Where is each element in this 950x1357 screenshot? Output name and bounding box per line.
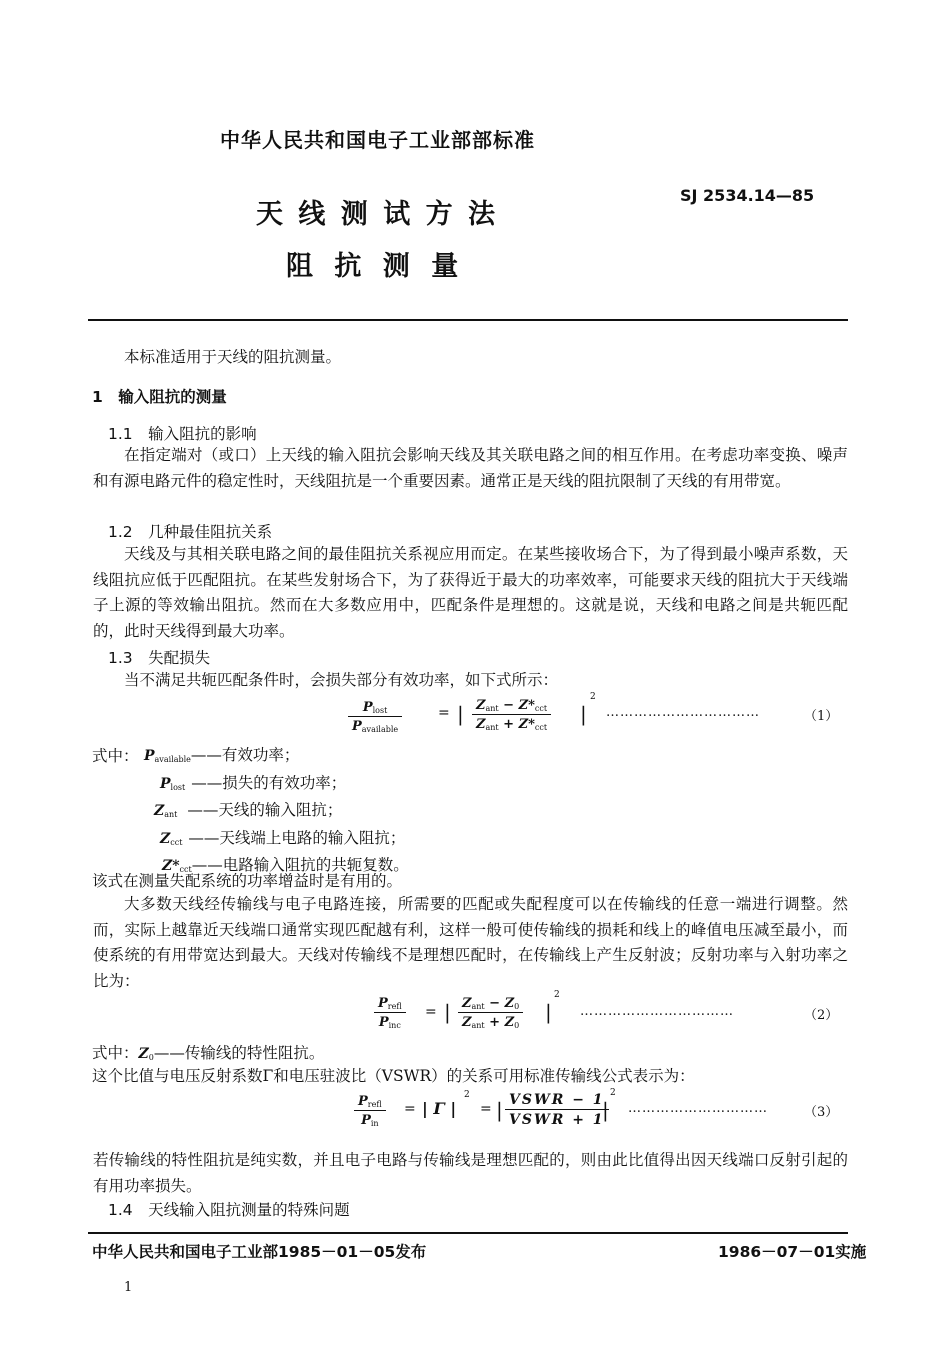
eq2-lhs-den-sub: inc [388, 1021, 401, 1030]
def-description: ——损失的有效功率； [191, 773, 347, 792]
eq2-rhs-num-sub2: 0 [514, 1002, 520, 1011]
eq1-equals: = [438, 705, 450, 721]
eq2-lhs-den: P [378, 1015, 389, 1030]
def-description: ——天线端上电路的输入阻抗； [188, 828, 406, 847]
where2-label: 式中： [92, 1044, 139, 1062]
def-subscript: lost [170, 782, 186, 792]
eq1-rhs-num: Z [476, 698, 486, 713]
def-subscript: cct [179, 865, 192, 874]
eq2-abs-left: | [444, 1000, 451, 1024]
after-definitions-text: 该式在测量失配系统的功率增益时是有用的。 [92, 872, 403, 890]
issuer-title: 中华人民共和国电子工业部部标准 [220, 128, 535, 152]
where2-symbol: Z [138, 1046, 149, 1062]
eq1-number: （1） [804, 709, 839, 724]
eq2-rhs-den-sub2: 0 [514, 1021, 520, 1030]
eq1-lhs-den-sub: available [361, 725, 399, 734]
eq3-equals-2: = [480, 1101, 492, 1117]
eq3-rhs-den: VSWR + 1 [509, 1112, 605, 1128]
eq3-lhs-fraction [354, 1094, 386, 1128]
document-title-line2: 阻 抗 测 量 [286, 251, 465, 282]
eq1-rhs-num-mid: − Z* [498, 698, 535, 713]
eq2-lhs-fraction [374, 996, 406, 1030]
section-1-heading: 1 输入阻抗的测量 [92, 388, 227, 406]
where2-subscript: 0 [148, 1053, 154, 1062]
section-1-3-heading: 1.3 失配损失 [108, 649, 211, 667]
document-title-line1: 天 线 测 试 方 法 [256, 199, 498, 230]
eq1-rhs-den: Z [476, 717, 486, 732]
eq1-dots: …………………………… [606, 705, 760, 720]
def-subscript: available [154, 755, 191, 764]
def-symbol: Z [160, 830, 171, 847]
section-1-4-heading: 1.4 天线输入阻抗测量的特殊问题 [108, 1201, 350, 1219]
eq3-equals-1: = [404, 1101, 416, 1117]
eq2-lhs-num: P [378, 996, 388, 1011]
eq3-number: （3） [804, 1105, 839, 1120]
section-1-3-text4: 若传输线的特性阻抗是纯实数，并且电子电路与传输线是理想匹配的，则由此比值得出因天线端口反射引起的有用功率损失。 [93, 1151, 848, 1195]
eq1-rhs-num-sub2: cct [534, 704, 548, 713]
eq1-rhs-den-sub: ant [485, 723, 499, 732]
effective-date: 1986－07－01实施 [718, 1243, 867, 1261]
section-1-1-text: 在指定端对（或口）上天线的输入阻抗会影响天线及其关联电路之间的相互作用。在考虑功率变换、噪声和有源电路元件的稳定性时，天线阻抗是一个重要因素。通常正是天线的阻抗限制了天线的有用带宽。 [93, 446, 848, 490]
definition-item [140, 744, 409, 772]
eq1-rhs-den-sub2: cct [534, 723, 548, 732]
eq2-rhs-den-sub: ant [471, 1021, 485, 1030]
eq1-power: 2 [590, 692, 596, 702]
eq3-dots: ………………………… [628, 1101, 768, 1116]
section-1-3-intro: 当不满足共轭匹配条件时，会损失部分有效功率，如下式所示： [124, 671, 559, 689]
standard-number: SJ 2534.14—85 [680, 186, 815, 205]
eq1-abs-left: | [457, 702, 464, 726]
def-subscript: ant [164, 810, 178, 819]
eq1-abs-right: | [580, 702, 587, 726]
def-description: ——电路输入阻抗的共轭复数。 [191, 856, 409, 874]
eq2-rhs-num-mid: − Z [484, 996, 515, 1011]
section-1-2-text: 天线及与其相关联电路之间的最佳阻抗关系视应用而定。在某些接收场合下，为了得到最小噪声系数，天线阻抗应低于匹配阻抗。在某些发射场合下，为了获得近于最大的功率效率，可能要求天线的阻抗大于天线端子上源的等效输出阻抗。然而在大多数应用中，匹配条件是理想的。这就是说，天线和电路之间是共轭匹配的，此时天线得到最大功率。 [93, 545, 848, 640]
eq2-abs-right: | [545, 1000, 552, 1024]
eq3-rhs-num: VSWR − 1 [505, 1092, 609, 1110]
header-rule [88, 319, 848, 321]
eq2-power: 2 [554, 990, 560, 1000]
eq1-rhs-fraction [472, 698, 551, 732]
eq2-rhs-den: Z [462, 1015, 472, 1030]
eq2-rhs-num-sub: ant [471, 1002, 485, 1011]
def-symbol: Z* [162, 858, 180, 874]
issue-date: 中华人民共和国电子工业部1985－01－05发布 [92, 1243, 427, 1261]
eq1-rhs-num-sub: ant [485, 704, 499, 713]
section-1-3-text2: 大多数天线经传输线与电子电路连接，所需要的匹配或失配程度可以在传输线的任意一端进行调整。然而，实际上越靠近天线端口通常实现匹配越有利，这样一般可使传输线的损耗和线上的峰值电压减至最小，而使系统的有用带宽达到最大。天线对传输线不是理想匹配时，在传输线上产生反射波；反射功率与入射功率之比为： [93, 895, 848, 990]
eq3-power-1: 2 [464, 1090, 470, 1100]
eq3-lhs-num-sub: refl [367, 1100, 382, 1109]
eq1-lhs-den: P [352, 719, 362, 734]
eq2-rhs-den-mid: + Z [484, 1015, 515, 1030]
eq2-lhs-num-sub: refl [387, 1002, 402, 1011]
page-number: 1 [124, 1280, 133, 1295]
eq3-rhs-fraction [505, 1092, 609, 1128]
eq3-lhs-num: P [358, 1094, 368, 1109]
section-1-2-heading: 1.2 几种最佳阻抗关系 [108, 523, 273, 541]
section-1-1-heading: 1.1 输入阻抗的影响 [108, 425, 257, 443]
section-1-3-text3: 这个比值与电压反射系数Γ和电压驻波比（VSWR）的关系可用标准传输线公式表示为： [92, 1067, 695, 1085]
eq3-power-2: 2 [610, 1088, 616, 1098]
def-subscript: cct [170, 837, 183, 847]
eq2-equals: = [425, 1004, 437, 1020]
def-description: ——有效功率； [190, 746, 300, 764]
footer-rule [88, 1232, 848, 1234]
eq1-rhs-den-mid: + Z* [498, 717, 535, 732]
eq1-lhs-num: P [362, 700, 373, 715]
eq2-rhs-num: Z [462, 996, 472, 1011]
eq3-lhs-den-sub: in [370, 1119, 379, 1128]
eq3-abs-left: | [496, 1098, 503, 1122]
where2-description: ——传输线的特性阻抗。 [153, 1044, 325, 1062]
eq1-lhs-fraction [348, 700, 402, 734]
def-symbol: P [144, 748, 155, 764]
scope-statement: 本标准适用于天线的阻抗测量。 [124, 348, 342, 366]
where-label: 式中： [92, 747, 139, 765]
eq3-abs-right: | [602, 1098, 609, 1122]
eq3-gamma: | Γ | [422, 1099, 457, 1118]
def-symbol: P [160, 775, 171, 792]
definition-item [140, 799, 409, 827]
eq2-dots: …………………………… [580, 1004, 734, 1019]
def-symbol: Z [154, 803, 165, 819]
eq1-lhs-num-sub: lost [372, 706, 388, 715]
definition-item [140, 827, 409, 855]
eq2-rhs-fraction [458, 996, 523, 1030]
definition-list [140, 744, 409, 882]
definition-item [140, 772, 409, 800]
eq2-number: （2） [804, 1008, 839, 1023]
eq3-lhs-den: P [361, 1113, 371, 1128]
def-description: ——天线的输入阻抗； [187, 801, 343, 819]
